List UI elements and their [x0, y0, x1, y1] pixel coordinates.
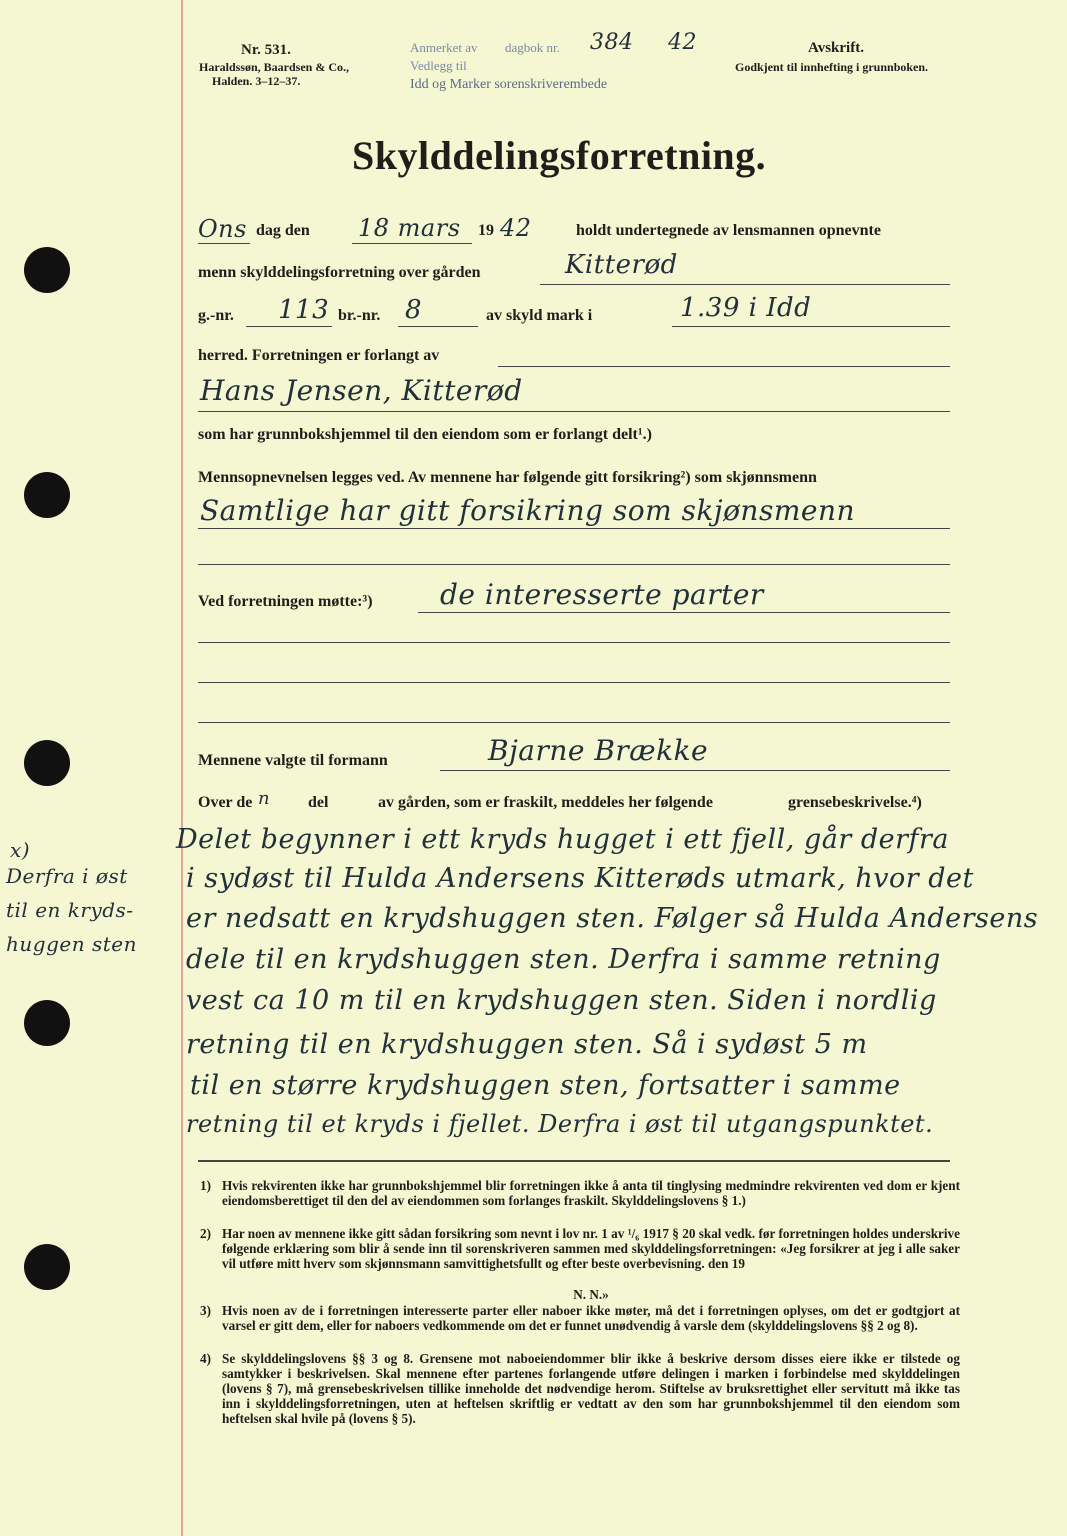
stamp-vedlegg: Vedlegg til [410, 58, 467, 73]
chairman-value: Bjarne Brække [488, 734, 709, 767]
menns-text: Mennsopnevnelsen legges ved. Av mennene har følgende gitt forsikring²) som skjønnsmenn [198, 469, 817, 486]
description-line: Delet begynner i ett kryds hugget i ett fjell, går derfra [176, 824, 949, 855]
form-number: Nr. 531. [241, 42, 291, 58]
margin-note-mark: x) [10, 838, 31, 862]
stamp-anmerket: Anmerket av [410, 40, 478, 55]
herred-text: herred. Forretningen er forlangt av [198, 347, 440, 364]
footnote-signature [200, 1287, 960, 1302]
over-de: Over de [198, 794, 253, 811]
punch-hole [24, 1000, 70, 1046]
punch-hole [24, 472, 70, 518]
stamp-dagbok: dagbok nr. [505, 40, 560, 55]
skyld-value: 1.39 i Idd [680, 293, 812, 323]
stamp-number: 384 [590, 30, 634, 55]
footnote-text: Hvis rekvirenten ikke har grunnbokshjemmel blir forretningen ikke å anta til tinglysing medmindre rekvirenten ved dom er kjent eiendomsberettiget til den del av eiendommen som forlanges fraskilt. Skylddelingslovens § 1.) [222, 1178, 960, 1208]
brnr-label: br.-nr. [338, 307, 381, 324]
formann-label: Mennene valgte til formann [198, 752, 388, 769]
margin-note-line: til en kryds- [6, 898, 134, 922]
godkjent-text: Godkjent til innhefting i grunnboken. [735, 60, 929, 74]
fill-rule [352, 243, 472, 244]
description-line: er nedsatt en krydshuggen sten. Følger så Hulda Andersens [186, 903, 1039, 934]
year-value: 42 [500, 214, 532, 242]
description-line: dele til en krydshuggen sten. Derfra i samme retning [186, 944, 941, 975]
footnote-2 [200, 1226, 960, 1271]
year-prefix: 19 [478, 222, 494, 239]
footnote-text: Har noen av mennene ikke gitt sådan forsikring som nevnt i lov nr. 1 av ¹/₆ 1917 § 20 skal vedk. før forretningen holdes underskrive følgende erklæring som blir å sende inn til sorenskriveren sammen med skylddelingsforretningen: «Jeg forsikrer at jeg i alle saker vil utføre mitt hverv som skjønnsmann samvittighetsfullt og efter beste overbevisning. den 19 [222, 1226, 960, 1271]
description-line: vest ca 10 m til en krydshuggen sten. Siden i nordlig [186, 985, 937, 1016]
margin-note-line: huggen sten [6, 932, 137, 956]
over-text: av gården, som er fraskilt, meddeles her følgende [378, 794, 713, 811]
footnote-separator [198, 1160, 950, 1162]
dag-label: dag den [256, 222, 310, 239]
fill-rule [672, 326, 950, 327]
footnote-text: Hvis noen av de i forretningen interesserte parter eller naboer ikke møter, må det i forretningen oplyses, om det er godtgjort at varsel er gitt dem, eller for naboers vedkommende om det er funnet unødvendig å varsle dem (skylddelingslovens §§ 2 og 8). [222, 1303, 960, 1333]
gnr-value: 113 [278, 295, 330, 325]
footnote-3 [200, 1303, 960, 1333]
avskrift-label: Avskrift. [808, 40, 864, 56]
over-de-value: n [258, 788, 271, 809]
footnote-number: 3) [200, 1303, 211, 1318]
description-line: retning til en krydshuggen sten. Så i sydøst 5 m [186, 1029, 868, 1060]
fill-rule [198, 642, 950, 643]
fill-rule [418, 612, 950, 613]
punch-hole [24, 247, 70, 293]
menn-text: menn skylddelingsforretning over gården [198, 264, 481, 281]
printer-date: Halden. 3–12–37. [212, 74, 301, 88]
description-line: til en større krydshuggen sten, fortsatter i samme [190, 1070, 901, 1101]
over-del: del [308, 794, 329, 811]
footnote-number: 4) [200, 1351, 211, 1366]
weekday-value: Ons [198, 215, 247, 243]
grense-label: grensebeskrivelse.⁴) [788, 794, 922, 811]
assurance-value: Samtlige har gitt forsikring som skjønsmenn [200, 494, 856, 527]
date-value: 18 mars [358, 214, 461, 242]
description-line: retning til et kryds i fjellet. Derfra i øst til utgangspunktet. [186, 1110, 934, 1138]
footnote-1 [200, 1178, 960, 1208]
holdt-text: holdt undertegnede av lensmannen opnevnte [576, 222, 881, 239]
footnote-number: 2) [200, 1226, 211, 1241]
fill-rule [198, 411, 950, 412]
fill-rule [246, 326, 332, 327]
requester-value: Hans Jensen, Kitterød [200, 374, 523, 407]
footnote-text: Se skylddelingslovens §§ 3 og 8. Grensene mot naboeiendommer blir ikke å beskrive dersom disses eiere ikke er tilstede og samtykker i beskrivelsen. Skal mennene efter partenes forlangende utføre delingen i marken i forbindelse med skylddelingen (lovens § 7), må grensebeskrivelsen tillike inneholde det nødvendige herom. Stiftelse av bruksrettighet eller servitutt må ikke tas inn i skylddelingsforretningen, uten at heftelsen skriftlig er vedtatt av den som har grunnbokshjemmel til den eiendom som heftelsen skal hvile på (lovens § 5). [222, 1351, 960, 1426]
description-line: i sydøst til Hulda Andersens Kitterøds utmark, hvor det [186, 863, 974, 894]
farm-value: Kitterød [565, 250, 678, 280]
punch-hole [24, 1244, 70, 1290]
stamp-office: Idd og Marker sorenskriverembede [410, 77, 608, 92]
skyld-label: av skyld mark i [486, 307, 593, 324]
brnr-value: 8 [405, 295, 423, 325]
hjemmel-text: som har grunnbokshjemmel til den eiendom som er forlangt delt¹.) [198, 426, 652, 443]
fill-rule [198, 682, 950, 683]
fill-rule [198, 243, 250, 244]
margin-rule [181, 0, 183, 1536]
document-title: Skylddelingsforretning. [352, 133, 767, 178]
fill-rule [198, 722, 950, 723]
footnote-text: N. N.» [573, 1287, 609, 1302]
punch-hole [24, 740, 70, 786]
mote-label: Ved forretningen møtte:³) [198, 593, 373, 610]
fill-rule [440, 770, 950, 771]
fill-rule [498, 366, 950, 367]
fill-rule [198, 564, 950, 565]
attendees-value: de interesserte parter [440, 578, 764, 611]
footnote-4 [200, 1351, 960, 1426]
printer-line: Haraldssøn, Baardsen & Co., [199, 60, 350, 74]
margin-note-line: Derfra i øst [6, 864, 128, 888]
gnr-label: g.-nr. [198, 307, 234, 324]
fill-rule [540, 284, 950, 285]
stamp-year: 42 [668, 30, 697, 55]
fill-rule [398, 326, 478, 327]
fill-rule [198, 528, 950, 529]
footnote-number: 1) [200, 1178, 211, 1193]
